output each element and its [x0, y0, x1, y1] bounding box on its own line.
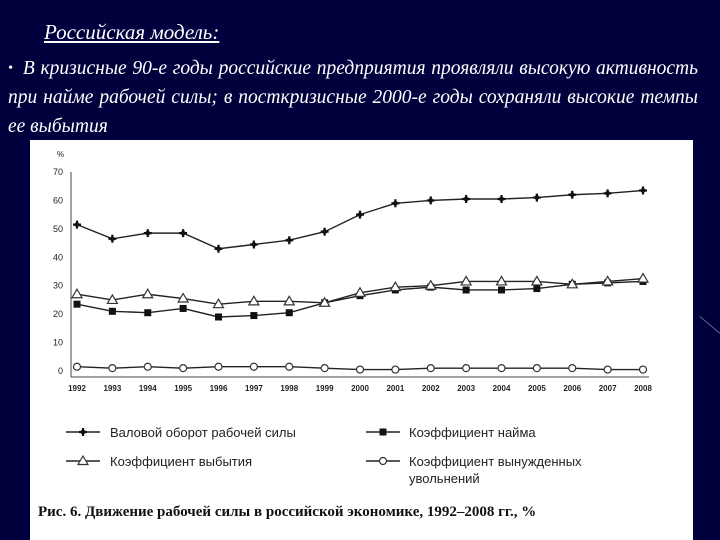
data-point [641, 188, 646, 193]
x-tick-label: 1999 [315, 384, 334, 393]
data-point [322, 229, 327, 234]
x-tick-label: 1992 [68, 384, 86, 393]
data-point [145, 231, 150, 236]
data-point [499, 197, 504, 202]
data-point [286, 309, 293, 316]
data-point [249, 296, 259, 305]
data-point [497, 276, 507, 285]
data-point [498, 365, 505, 372]
y-tick-label: 40 [52, 252, 63, 263]
data-point [251, 242, 256, 247]
data-point [180, 365, 187, 372]
data-point [534, 195, 539, 200]
data-point [215, 313, 222, 320]
data-point [604, 366, 611, 373]
legend-marker [380, 429, 387, 436]
data-point [284, 296, 294, 305]
decorative-line [699, 316, 720, 340]
data-point [286, 363, 293, 370]
legend-label: Валовой оборот рабочей силы [110, 425, 296, 440]
data-point [463, 365, 470, 372]
data-point [109, 365, 116, 372]
legend-marker [81, 430, 86, 435]
y-axis-label: % [57, 150, 65, 159]
data-point [533, 285, 540, 292]
data-point [358, 212, 363, 217]
data-point [357, 366, 364, 373]
data-point [215, 363, 222, 370]
x-tick-label: 1997 [244, 384, 263, 393]
legend-marker [78, 456, 88, 465]
legend-label: Коэффициент найма [409, 425, 536, 440]
x-tick-label: 2002 [421, 384, 440, 393]
data-point [110, 236, 115, 241]
x-tick-label: 1993 [103, 384, 122, 393]
data-point [74, 301, 81, 308]
data-point [143, 289, 153, 298]
x-tick-label: 2006 [563, 384, 582, 393]
data-point [533, 365, 540, 372]
slide-title: Российская модель: [44, 20, 220, 44]
x-tick-label: 1996 [209, 384, 228, 393]
data-point [109, 308, 116, 315]
data-point [605, 191, 610, 196]
legend-label: Коэффициент вынужденных [409, 454, 582, 469]
x-tick-label: 2003 [457, 384, 476, 393]
data-point [532, 276, 542, 285]
x-tick-label: 2007 [598, 384, 617, 393]
data-point [638, 274, 648, 283]
data-point [216, 246, 221, 251]
data-point [393, 201, 398, 206]
x-tick-label: 2008 [634, 384, 652, 393]
chart-panel [30, 140, 693, 540]
data-point [321, 365, 328, 372]
data-point [74, 363, 81, 370]
data-point [287, 238, 292, 243]
data-point [640, 366, 647, 373]
bullet-dot: • [8, 61, 13, 76]
x-tick-label: 1994 [138, 384, 157, 393]
x-tick-label: 2005 [527, 384, 546, 393]
series-line [77, 190, 643, 248]
x-tick-label: 2004 [492, 384, 511, 393]
data-point [72, 289, 82, 298]
y-tick-label: 60 [52, 195, 63, 206]
data-point [498, 286, 505, 293]
data-point [250, 312, 257, 319]
data-point [464, 197, 469, 202]
legend-label: увольнений [409, 471, 480, 486]
chart-caption: Рис. 6. Движение рабочей силы в российской экономике, 1992–2008 гг., % [38, 504, 537, 520]
data-point [250, 363, 257, 370]
data-point [427, 365, 434, 372]
x-tick-label: 1998 [280, 384, 299, 393]
legend-label: Коэффициент выбытия [110, 454, 253, 469]
data-point [392, 366, 399, 373]
y-tick-label: 30 [52, 280, 63, 291]
data-point [461, 276, 471, 285]
data-point [181, 231, 186, 236]
y-tick-label: 0 [57, 366, 63, 376]
chart-svg [30, 140, 693, 540]
data-point [75, 222, 80, 227]
data-point [570, 192, 575, 197]
data-point [463, 286, 470, 293]
data-point [144, 309, 151, 316]
data-point [144, 363, 151, 370]
data-point [428, 198, 433, 203]
slide-bullet [8, 54, 698, 141]
y-tick-label: 70 [52, 167, 63, 177]
data-point [569, 365, 576, 372]
bullet-text: В кризисные 90-е годы российские предприятия проявляли высокую активность при найме рабочей силы; в посткризисные 2000-е годы сохраняли высокие темпы ее выбытия [8, 58, 698, 137]
legend-marker [380, 458, 387, 465]
y-tick-label: 50 [52, 223, 63, 234]
y-tick-label: 20 [52, 309, 63, 320]
y-tick-label: 10 [52, 337, 63, 348]
x-tick-label: 1995 [174, 384, 193, 393]
data-point [180, 305, 187, 312]
x-tick-label: 2001 [386, 384, 405, 393]
x-tick-label: 2000 [351, 384, 369, 393]
